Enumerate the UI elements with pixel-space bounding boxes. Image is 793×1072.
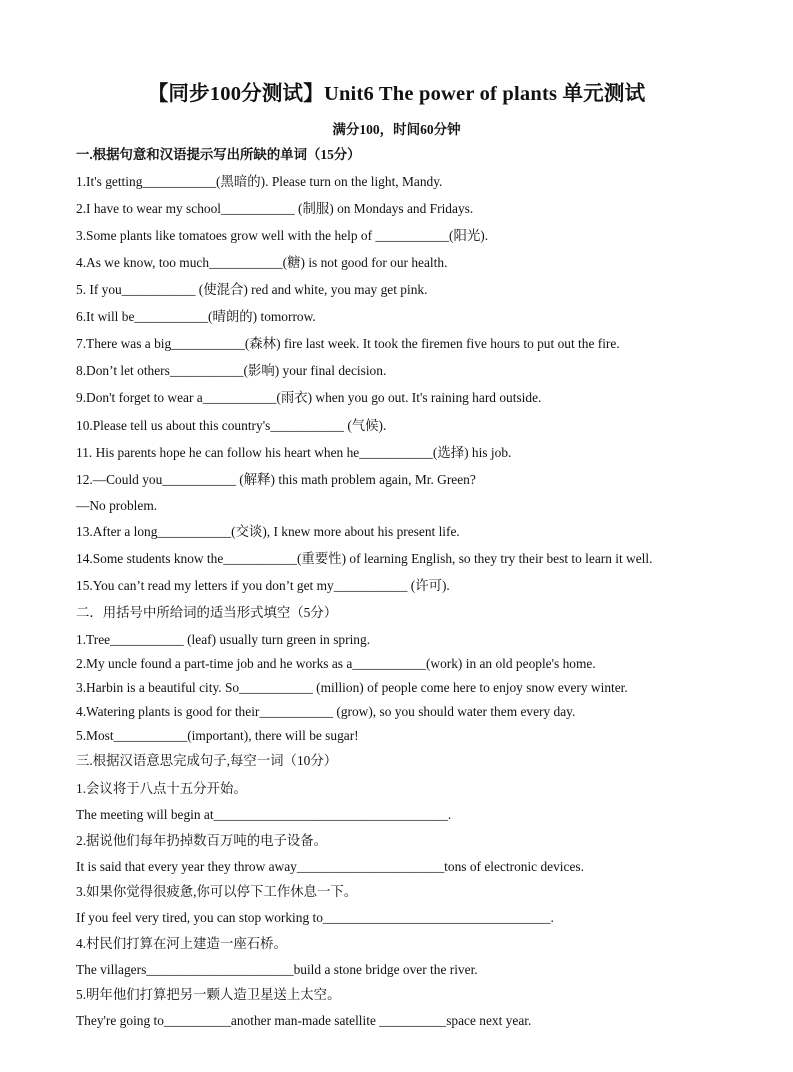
- question-item: —No problem.: [76, 498, 158, 513]
- chinese-prompt: 3.如果你觉得很疲惫,你可以停下工作休息一下。: [76, 884, 358, 899]
- chinese-prompt: 2.据说他们每年扔掉数百万吨的电子设备。: [76, 833, 328, 848]
- english-sentence: The meeting will begin at___________________________________.: [76, 807, 452, 822]
- english-sentence: They're going to__________another man-made satellite __________space next year.: [76, 1013, 532, 1028]
- question-item: 3.Harbin is a beautiful city. So___________ (million) of people come here to enjoy snow every winter.: [76, 680, 628, 695]
- question-item: 6.It will be___________(晴朗的) tomorrow.: [76, 309, 316, 324]
- question-item: 12.—Could you___________ (解释) this math problem again, Mr. Green?: [76, 472, 476, 487]
- chinese-prompt: 5.明年他们打算把另一颗人造卫星送上太空。: [76, 987, 341, 1002]
- question-item: 10.Please tell us about this country's___________ (气候).: [76, 418, 387, 433]
- question-item: 7.There was a big___________(森林) fire last week. It took the firemen five hours to put out the fire.: [76, 336, 620, 351]
- english-sentence: If you feel very tired, you can stop working to__________________________________.: [76, 910, 554, 925]
- question-item: 13.After a long___________(交谈), I knew more about his present life.: [76, 524, 460, 539]
- question-item: 15.You can’t read my letters if you don’t get my___________ (许可).: [76, 578, 450, 593]
- section-3-heading: 三.根据汉语意思完成句子,每空一词（10分）: [76, 753, 338, 768]
- page-subtitle: 满分100，时间60分钟: [332, 122, 461, 137]
- english-sentence: The villagers______________________build a stone bridge over the river.: [76, 962, 478, 977]
- page-title: 【同步100分测试】Unit6 The power of plants 单元测试: [147, 83, 646, 105]
- question-item: 11. His parents hope he can follow his heart when he___________(选择) his job.: [76, 445, 512, 460]
- question-item: 5. If you___________ (使混合) red and white, you may get pink.: [76, 282, 428, 297]
- chinese-prompt: 1.会议将于八点十五分开始。: [76, 781, 247, 796]
- question-item: 2.I have to wear my school___________ (制服) on Mondays and Fridays.: [76, 201, 474, 216]
- question-item: 8.Don’t let others___________(影响) your final decision.: [76, 363, 387, 378]
- question-item: 4.Watering plants is good for their___________ (grow), so you should water them every day.: [76, 704, 576, 719]
- section-1-heading: 一.根据句意和汉语提示写出所缺的单词（15分）: [76, 147, 361, 162]
- question-item: 3.Some plants like tomatoes grow well with the help of ___________(阳光).: [76, 228, 489, 243]
- question-item: 1.Tree___________ (leaf) usually turn green in spring.: [76, 632, 371, 647]
- question-item: 2.My uncle found a part-time job and he works as a___________(work) in an old people's home.: [76, 656, 596, 671]
- question-item: 1.It's getting___________(黑暗的). Please turn on the light, Mandy.: [76, 174, 443, 189]
- chinese-prompt: 4.村民们打算在河上建造一座石桥。: [76, 936, 287, 951]
- question-item: 14.Some students know the___________(重要性) of learning English, so they try their best to learn it well.: [76, 551, 653, 566]
- question-item: 5.Most___________(important), there will be sugar!: [76, 728, 359, 743]
- section-2-heading: 二．用括号中所给词的适当形式填空（5分）: [76, 605, 338, 620]
- question-item: 9.Don't forget to wear a___________(雨衣) when you go out. It's raining hard outside.: [76, 390, 542, 405]
- english-sentence: It is said that every year they throw away______________________tons of electronic devices.: [76, 859, 584, 874]
- question-item: 4.As we know, too much___________(糖) is not good for our health.: [76, 255, 448, 270]
